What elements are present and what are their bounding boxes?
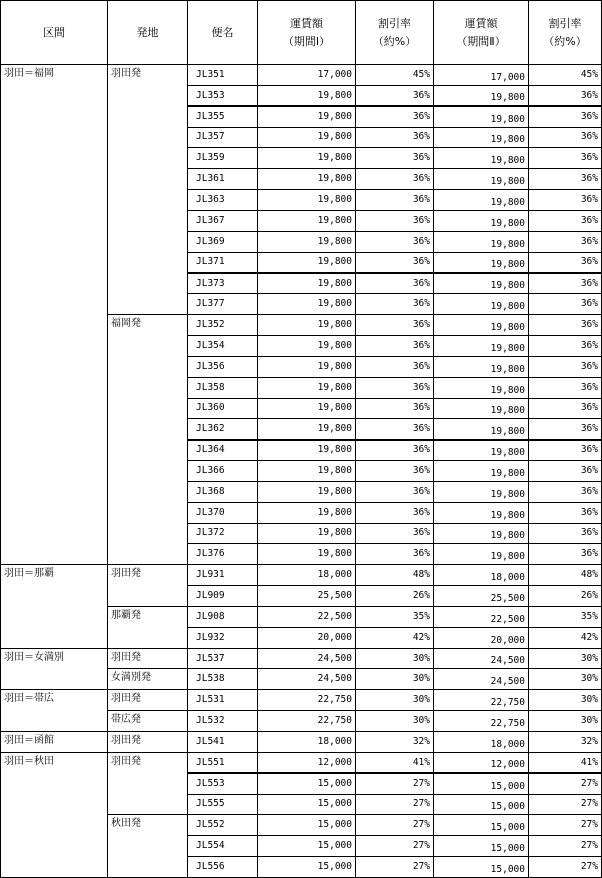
flight-cell: JL932 — [188, 627, 258, 648]
fare-period1-cell: 19,800 — [258, 190, 356, 211]
flight-cell: JL360 — [188, 398, 258, 419]
rate-period2-cell: 36% — [529, 252, 602, 273]
fare-period1-cell: 19,800 — [258, 148, 356, 169]
rate-period1-cell: 36% — [356, 169, 434, 190]
flight-cell: JL931 — [188, 565, 258, 586]
rate-period1-cell: 36% — [356, 419, 434, 440]
flight-cell: JL553 — [188, 773, 258, 794]
rate-period1-cell: 30% — [356, 690, 434, 711]
table-row — [1, 690, 602, 711]
rate-period2-cell: 36% — [529, 544, 602, 565]
fare-period2-cell: 19,800 — [434, 273, 529, 294]
fare-period2-cell: 19,800 — [434, 502, 529, 523]
rate-period2-cell: 36% — [529, 398, 602, 419]
origin-cell: 帯広発 — [108, 711, 188, 732]
rate-period2-cell: 36% — [529, 231, 602, 252]
rate-period2-cell: 30% — [529, 648, 602, 669]
table-row — [1, 565, 602, 586]
flight-cell: JL908 — [188, 606, 258, 627]
flight-cell: JL532 — [188, 711, 258, 732]
rate-period1-cell: 36% — [356, 294, 434, 315]
table-row — [1, 752, 602, 773]
origin-cell: 羽田発 — [108, 565, 188, 607]
header-rate-period2-line2: （約%） — [543, 34, 587, 48]
rate-period1-cell: 27% — [356, 794, 434, 815]
fare-period1-cell: 19,800 — [258, 85, 356, 106]
origin-cell: 福岡発 — [108, 315, 188, 565]
rate-period1-cell: 36% — [356, 252, 434, 273]
rate-period1-cell: 36% — [356, 461, 434, 482]
fare-period2-cell: 19,800 — [434, 315, 529, 336]
fare-period2-cell: 19,800 — [434, 481, 529, 502]
rate-period2-cell: 36% — [529, 315, 602, 336]
fare-period1-cell: 17,000 — [258, 65, 356, 86]
table-row — [1, 732, 602, 753]
rate-period2-cell: 36% — [529, 419, 602, 440]
rate-period2-cell: 36% — [529, 481, 602, 502]
header-rate-period2 — [529, 1, 602, 65]
fare-period1-cell: 19,800 — [258, 273, 356, 294]
fare-period1-cell: 24,500 — [258, 669, 356, 690]
fare-period2-cell: 19,800 — [434, 148, 529, 169]
rate-period1-cell: 35% — [356, 606, 434, 627]
flight-cell: JL909 — [188, 586, 258, 607]
rate-period1-cell: 36% — [356, 335, 434, 356]
flight-cell: JL351 — [188, 65, 258, 86]
header-section: 区間 — [1, 1, 108, 65]
rate-period2-cell: 41% — [529, 752, 602, 773]
origin-cell: 羽田発 — [108, 752, 188, 815]
fare-period2-cell: 18,000 — [434, 732, 529, 753]
rate-period2-cell: 36% — [529, 210, 602, 231]
flight-cell: JL367 — [188, 210, 258, 231]
flight-cell: JL377 — [188, 294, 258, 315]
header-fare-period1-line2: （期間Ⅰ） — [282, 34, 331, 48]
fare-period1-cell: 15,000 — [258, 773, 356, 794]
rate-period1-cell: 36% — [356, 210, 434, 231]
header-fare-period1 — [258, 1, 356, 65]
rate-period2-cell: 36% — [529, 502, 602, 523]
fare-period1-cell: 19,800 — [258, 315, 356, 336]
fare-period1-cell: 19,800 — [258, 252, 356, 273]
fare-period1-cell: 15,000 — [258, 836, 356, 857]
origin-cell: 女満別発 — [108, 669, 188, 690]
rate-period2-cell: 32% — [529, 732, 602, 753]
fare-period2-cell: 19,800 — [434, 169, 529, 190]
section-cell: 羽田＝秋田 — [1, 752, 108, 877]
fare-period1-cell: 22,750 — [258, 711, 356, 732]
rate-period2-cell: 30% — [529, 669, 602, 690]
flight-cell: JL376 — [188, 544, 258, 565]
flight-cell: JL552 — [188, 815, 258, 836]
rate-period2-cell: 27% — [529, 815, 602, 836]
fare-period1-cell: 15,000 — [258, 794, 356, 815]
rate-period1-cell: 36% — [356, 106, 434, 127]
fare-period1-cell: 19,800 — [258, 440, 356, 461]
header-flight: 便名 — [188, 1, 258, 65]
flight-cell: JL372 — [188, 523, 258, 544]
rate-period1-cell: 45% — [356, 65, 434, 86]
fare-period1-cell: 20,000 — [258, 627, 356, 648]
rate-period2-cell: 36% — [529, 377, 602, 398]
rate-period2-cell: 36% — [529, 523, 602, 544]
rate-period1-cell: 26% — [356, 586, 434, 607]
flight-cell: JL366 — [188, 461, 258, 482]
header-rate-period1 — [356, 1, 434, 65]
rate-period1-cell: 36% — [356, 190, 434, 211]
rate-period1-cell: 36% — [356, 502, 434, 523]
rate-period2-cell: 36% — [529, 294, 602, 315]
fare-period2-cell: 19,800 — [434, 252, 529, 273]
fare-table-body — [1, 65, 602, 878]
rate-period1-cell: 30% — [356, 648, 434, 669]
fare-period2-cell: 19,800 — [434, 294, 529, 315]
rate-period2-cell: 36% — [529, 440, 602, 461]
rate-period2-cell: 27% — [529, 836, 602, 857]
fare-period2-cell: 12,000 — [434, 752, 529, 773]
rate-period1-cell: 36% — [356, 481, 434, 502]
flight-cell: JL352 — [188, 315, 258, 336]
fare-period1-cell: 15,000 — [258, 857, 356, 878]
fare-period1-cell: 15,000 — [258, 815, 356, 836]
fare-period1-cell: 19,800 — [258, 481, 356, 502]
header-rate-period2-line1: 割引率 — [548, 16, 582, 30]
fare-period2-cell: 22,750 — [434, 690, 529, 711]
flight-cell: JL359 — [188, 148, 258, 169]
origin-cell: 那覇発 — [108, 606, 188, 648]
fare-period2-cell: 19,800 — [434, 440, 529, 461]
flight-cell: JL354 — [188, 335, 258, 356]
fare-period1-cell: 19,800 — [258, 502, 356, 523]
rate-period2-cell: 26% — [529, 586, 602, 607]
fare-period2-cell: 15,000 — [434, 815, 529, 836]
rate-period1-cell: 30% — [356, 669, 434, 690]
fare-period1-cell: 19,800 — [258, 106, 356, 127]
fare-period2-cell: 22,750 — [434, 711, 529, 732]
rate-period1-cell: 32% — [356, 732, 434, 753]
rate-period2-cell: 27% — [529, 794, 602, 815]
flight-cell: JL356 — [188, 356, 258, 377]
fare-period2-cell: 19,800 — [434, 377, 529, 398]
flight-cell: JL531 — [188, 690, 258, 711]
flight-cell: JL364 — [188, 440, 258, 461]
flight-cell: JL358 — [188, 377, 258, 398]
fare-period2-cell: 15,000 — [434, 794, 529, 815]
rate-period1-cell: 36% — [356, 315, 434, 336]
header-rate-period1-line2: （約%） — [372, 34, 417, 48]
fare-period1-cell: 19,800 — [258, 398, 356, 419]
flight-cell: JL370 — [188, 502, 258, 523]
header-rate-period1-line1: 割引率 — [378, 16, 411, 30]
flight-cell: JL355 — [188, 106, 258, 127]
fare-period2-cell: 19,800 — [434, 127, 529, 148]
fare-period1-cell: 19,800 — [258, 169, 356, 190]
fare-period1-cell: 19,800 — [258, 419, 356, 440]
fare-period2-cell: 19,800 — [434, 419, 529, 440]
rate-period1-cell: 36% — [356, 398, 434, 419]
flight-cell: JL362 — [188, 419, 258, 440]
rate-period2-cell: 45% — [529, 65, 602, 86]
rate-period2-cell: 30% — [529, 690, 602, 711]
section-cell: 羽田＝女満別 — [1, 648, 108, 690]
fare-period2-cell: 15,000 — [434, 857, 529, 878]
fare-period1-cell: 19,800 — [258, 210, 356, 231]
fare-period2-cell: 17,000 — [434, 65, 529, 86]
rate-period1-cell: 27% — [356, 857, 434, 878]
rate-period2-cell: 27% — [529, 773, 602, 794]
fare-period2-cell: 19,800 — [434, 85, 529, 106]
rate-period2-cell: 36% — [529, 85, 602, 106]
header-origin: 発地 — [108, 1, 188, 65]
rate-period2-cell: 36% — [529, 148, 602, 169]
flight-cell: JL371 — [188, 252, 258, 273]
rate-period2-cell: 36% — [529, 356, 602, 377]
fare-period2-cell: 19,800 — [434, 335, 529, 356]
fare-period1-cell: 19,800 — [258, 127, 356, 148]
flight-cell: JL353 — [188, 85, 258, 106]
flight-cell: JL357 — [188, 127, 258, 148]
header-fare-period2 — [434, 1, 529, 65]
fare-period2-cell: 19,800 — [434, 190, 529, 211]
fare-period2-cell: 19,800 — [434, 461, 529, 482]
section-cell: 羽田＝函館 — [1, 732, 108, 753]
rate-period2-cell: 36% — [529, 127, 602, 148]
fare-period2-cell: 20,000 — [434, 627, 529, 648]
fare-period1-cell: 12,000 — [258, 752, 356, 773]
flight-cell: JL363 — [188, 190, 258, 211]
fare-period1-cell: 24,500 — [258, 648, 356, 669]
rate-period1-cell: 48% — [356, 565, 434, 586]
header-fare-period1-line1: 運賃額 — [290, 16, 323, 30]
flight-cell: JL554 — [188, 836, 258, 857]
flight-cell: JL369 — [188, 231, 258, 252]
rate-period2-cell: 36% — [529, 335, 602, 356]
rate-period1-cell: 36% — [356, 523, 434, 544]
fare-period2-cell: 15,000 — [434, 836, 529, 857]
flight-cell: JL373 — [188, 273, 258, 294]
origin-cell: 羽田発 — [108, 732, 188, 753]
fare-period2-cell: 25,500 — [434, 586, 529, 607]
fare-period1-cell: 19,800 — [258, 523, 356, 544]
fare-period2-cell: 19,800 — [434, 231, 529, 252]
fare-period2-cell: 15,000 — [434, 773, 529, 794]
fare-period1-cell: 19,800 — [258, 544, 356, 565]
rate-period2-cell: 36% — [529, 190, 602, 211]
rate-period1-cell: 36% — [356, 356, 434, 377]
rate-period2-cell: 36% — [529, 273, 602, 294]
fare-period2-cell: 24,500 — [434, 648, 529, 669]
rate-period2-cell: 30% — [529, 711, 602, 732]
rate-period2-cell: 42% — [529, 627, 602, 648]
rate-period1-cell: 36% — [356, 127, 434, 148]
rate-period2-cell: 48% — [529, 565, 602, 586]
rate-period1-cell: 30% — [356, 711, 434, 732]
header-fare-period2-line1: 運賃額 — [464, 16, 498, 30]
rate-period1-cell: 36% — [356, 440, 434, 461]
rate-period1-cell: 36% — [356, 148, 434, 169]
fare-period2-cell: 18,000 — [434, 565, 529, 586]
rate-period1-cell: 36% — [356, 85, 434, 106]
fare-period2-cell: 19,800 — [434, 210, 529, 231]
rate-period1-cell: 36% — [356, 273, 434, 294]
rate-period2-cell: 36% — [529, 169, 602, 190]
fare-period1-cell: 19,800 — [258, 335, 356, 356]
fare-period1-cell: 18,000 — [258, 732, 356, 753]
fare-period1-cell: 22,500 — [258, 606, 356, 627]
flight-cell: JL556 — [188, 857, 258, 878]
fare-period2-cell: 19,800 — [434, 356, 529, 377]
fare-period2-cell: 19,800 — [434, 544, 529, 565]
fare-period1-cell: 19,800 — [258, 461, 356, 482]
rate-period2-cell: 36% — [529, 461, 602, 482]
fare-period2-cell: 24,500 — [434, 669, 529, 690]
rate-period1-cell: 36% — [356, 377, 434, 398]
table-row — [1, 65, 602, 86]
section-cell: 羽田＝那覇 — [1, 565, 108, 648]
flight-cell: JL361 — [188, 169, 258, 190]
fare-period1-cell: 19,800 — [258, 377, 356, 398]
rate-period2-cell: 35% — [529, 606, 602, 627]
rate-period2-cell: 27% — [529, 857, 602, 878]
section-cell: 羽田＝福岡 — [1, 65, 108, 565]
fare-period1-cell: 19,800 — [258, 231, 356, 252]
origin-cell: 羽田発 — [108, 65, 188, 315]
fare-period1-cell: 18,000 — [258, 565, 356, 586]
fare-period1-cell: 25,500 — [258, 586, 356, 607]
rate-period2-cell: 36% — [529, 106, 602, 127]
flight-cell: JL368 — [188, 481, 258, 502]
fare-period1-cell: 19,800 — [258, 294, 356, 315]
rate-period1-cell: 27% — [356, 836, 434, 857]
rate-period1-cell: 41% — [356, 752, 434, 773]
rate-period1-cell: 36% — [356, 544, 434, 565]
table-row — [1, 648, 602, 669]
fare-period1-cell: 22,750 — [258, 690, 356, 711]
rate-period1-cell: 36% — [356, 231, 434, 252]
fare-period1-cell: 19,800 — [258, 356, 356, 377]
flight-cell: JL541 — [188, 732, 258, 753]
origin-cell: 羽田発 — [108, 690, 188, 711]
fare-period2-cell: 22,500 — [434, 606, 529, 627]
origin-cell: 秋田発 — [108, 815, 188, 878]
flight-cell: JL537 — [188, 648, 258, 669]
header-fare-period2-line2: （期間Ⅱ） — [456, 34, 506, 48]
fare-period2-cell: 19,800 — [434, 106, 529, 127]
rate-period1-cell: 27% — [356, 773, 434, 794]
fare-period2-cell: 19,800 — [434, 398, 529, 419]
header-row — [1, 1, 602, 65]
section-cell: 羽田＝帯広 — [1, 690, 108, 732]
origin-cell: 羽田発 — [108, 648, 188, 669]
fare-period2-cell: 19,800 — [434, 523, 529, 544]
rate-period1-cell: 42% — [356, 627, 434, 648]
flight-cell: JL538 — [188, 669, 258, 690]
flight-cell: JL555 — [188, 794, 258, 815]
rate-period1-cell: 27% — [356, 815, 434, 836]
flight-cell: JL551 — [188, 752, 258, 773]
